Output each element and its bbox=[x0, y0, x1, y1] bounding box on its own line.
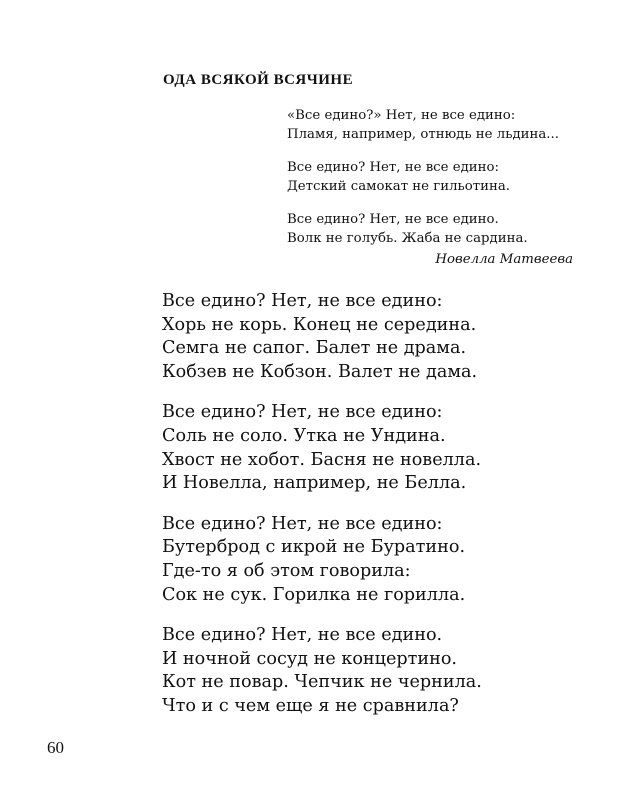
epigraph-line: «Все едино?» Нет, не все едино: bbox=[287, 108, 516, 123]
poem-line: Хвост не хобот. Басня не новелла. bbox=[162, 449, 482, 470]
poem-line: Хорь не корь. Конец не середина. bbox=[162, 314, 477, 335]
poem-line: Сок не сук. Горилка не горилла. bbox=[162, 584, 466, 605]
poem-line: Что и с чем еще я не сравнила? bbox=[162, 695, 459, 716]
poem-title: ОДА ВСЯКОЙ ВСЯЧИНЕ bbox=[163, 72, 354, 88]
poem-line: Семга не сапог. Балет не драма. bbox=[162, 338, 467, 359]
poem-stanza bbox=[162, 290, 482, 384]
epigraph bbox=[287, 106, 577, 269]
poem-line: Все едино? Нет, не все едино: bbox=[162, 402, 443, 423]
epigraph-author: Новелла Матвеева bbox=[435, 252, 573, 267]
poem-line: Все едино? Нет, не все едино: bbox=[162, 291, 443, 311]
poem-stanza bbox=[162, 624, 482, 718]
poem-line: Кот не повар. Чепчик не чернила. bbox=[162, 672, 482, 693]
epigraph-stanza bbox=[287, 210, 577, 248]
poem-line: И ночной сосуд не концертино. bbox=[162, 648, 458, 669]
poem-line: Бутерброд с икрой не Буратино. bbox=[162, 537, 466, 558]
poem-line: Где-то я об этом говорила: bbox=[162, 560, 411, 581]
epigraph-stanza bbox=[287, 106, 577, 144]
poem-line: Все едино? Нет, не все едино. bbox=[162, 625, 443, 646]
epigraph-stanza bbox=[287, 158, 577, 196]
poem-line: Кобзев не Кобзон. Валет не дама. bbox=[162, 361, 478, 382]
poem-line: Соль не соло. Утка не Ундина. bbox=[162, 425, 446, 446]
poem-stanza bbox=[162, 513, 482, 607]
poem-stanza bbox=[162, 401, 482, 495]
poem-line: И Новелла, например, не Белла. bbox=[162, 473, 467, 494]
epigraph-line: Пламя, например, отнюдь не льдина... bbox=[287, 127, 559, 142]
epigraph-line: Все едино? Нет, не все едино: bbox=[287, 160, 499, 175]
epigraph-line: Детский самокат не гильотина. bbox=[287, 179, 511, 194]
poem-line: Все едино? Нет, не все едино: bbox=[162, 513, 443, 534]
epigraph-line: Все едино? Нет, не все едино. bbox=[287, 212, 499, 227]
page-number: 60 bbox=[47, 738, 64, 757]
epigraph-line: Волк не голубь. Жаба не сардина. bbox=[287, 231, 528, 246]
poem-body bbox=[162, 290, 482, 736]
